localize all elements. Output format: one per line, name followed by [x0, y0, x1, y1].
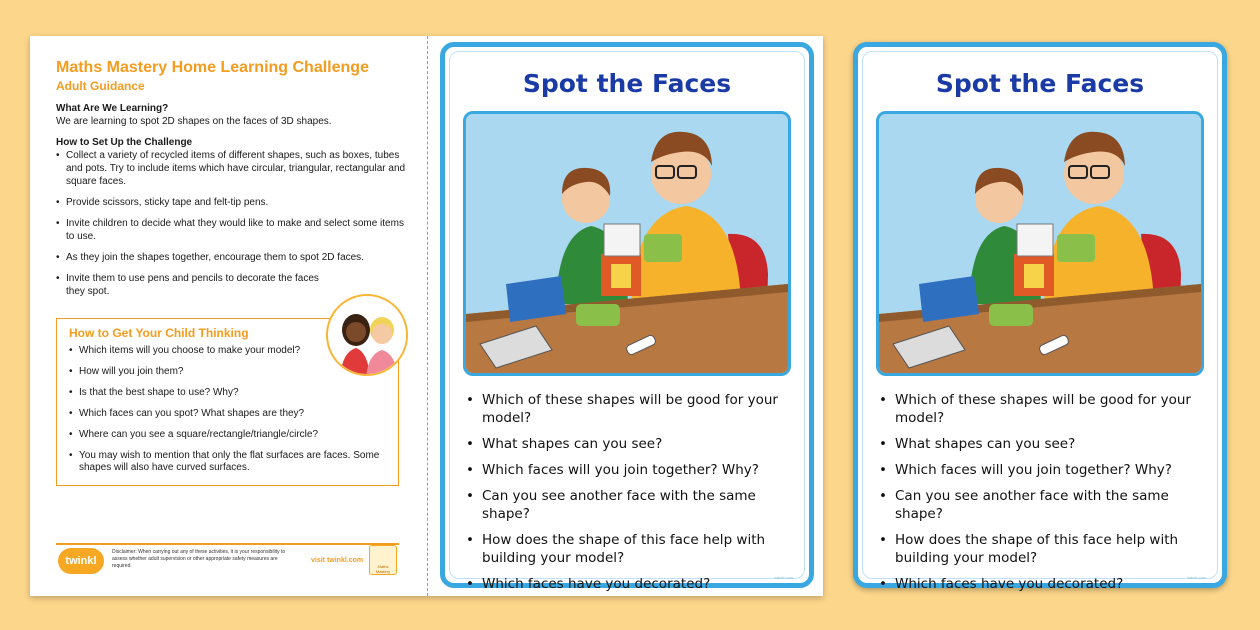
list-item: • Which faces will you join together? Why?: [462, 461, 802, 479]
list-item: • Which of these shapes will be good for your model?: [875, 391, 1215, 427]
visit-link[interactable]: visit twinkl.com: [311, 557, 364, 564]
footer-divider: [56, 543, 399, 545]
list-item: • Collect a variety of recycled items of different shapes, such as boxes, tubes and pots. Try to include items which have circular, triangular, rectangular and square faces.: [56, 149, 406, 188]
thinking-title: How to Get Your Child Thinking: [69, 326, 249, 340]
list-item: • What shapes can you see?: [875, 435, 1215, 453]
list-item: • How will you join them?: [69, 366, 388, 378]
disclaimer: Disclaimer: When carrying out any of these activities, it is your responsibility to assess whether adult supervision or other appropriate safety measures are required.: [112, 549, 286, 569]
guidance-subtitle: Adult Guidance: [56, 79, 145, 93]
card-footer-mark: twinkl.com: [774, 575, 793, 580]
learning-text: We are learning to spot 2D shapes on the faces of 3D shapes.: [56, 116, 332, 127]
list-item: • Can you see another face with the same shape?: [462, 487, 802, 523]
setup-list: [56, 149, 406, 298]
list-item: • You may wish to mention that only the flat surfaces are faces. Some shapes will also have curved surfaces.: [69, 450, 388, 474]
list-item: • What shapes can you see?: [462, 435, 802, 453]
list-item: • Which of these shapes will be good for your model?: [462, 391, 802, 427]
card-title: Spot the Faces: [935, 69, 1145, 98]
question-list: [462, 391, 802, 601]
modelling-illustration: [463, 111, 791, 376]
card-title: Spot the Faces: [522, 69, 732, 98]
twinkl-logo: twinkl: [58, 548, 104, 574]
modelling-illustration: [876, 111, 1204, 376]
list-item: • Is that the best shape to use? Why?: [69, 387, 388, 399]
list-item: • Where can you see a square/rectangle/triangle/circle?: [69, 429, 388, 441]
list-item: • Invite them to use pens and pencils to decorate the faces they spot.: [56, 272, 406, 298]
setup-heading: How to Set Up the Challenge: [56, 137, 193, 148]
list-item: • Provide scissors, sticky tape and felt-tip pens.: [56, 196, 406, 209]
list-item: • As they join the shapes together, encourage them to spot 2D faces.: [56, 251, 406, 264]
fold-line: [427, 36, 428, 596]
learning-heading: What Are We Learning?: [56, 103, 169, 114]
list-item: • Which items will you choose to make your model?: [69, 345, 388, 357]
list-item: • How does the shape of this face help with building your model?: [462, 531, 802, 567]
maths-mastery-badge: Maths Mastery: [369, 545, 397, 575]
list-item: • Which faces have you decorated?: [875, 575, 1215, 593]
card-footer-mark: twinkl.com: [1187, 575, 1206, 580]
spot-faces-card: [853, 42, 1227, 592]
question-list: [875, 391, 1215, 601]
list-item: • Can you see another face with the same shape?: [875, 487, 1215, 523]
guidance-title: Maths Mastery Home Learning Challenge: [56, 59, 369, 76]
list-item: • Which faces can you spot? What shapes are they?: [69, 408, 388, 420]
adult-guidance-page: [56, 58, 406, 306]
spot-faces-card: [440, 42, 814, 592]
list-item: • How does the shape of this face help with building your model?: [875, 531, 1215, 567]
list-item: • Which faces will you join together? Why?: [875, 461, 1215, 479]
list-item: • Invite children to decide what they would like to make and select some items to use.: [56, 217, 406, 243]
list-item: • Which faces have you decorated?: [462, 575, 802, 593]
thinking-children-illustration: [326, 294, 408, 376]
